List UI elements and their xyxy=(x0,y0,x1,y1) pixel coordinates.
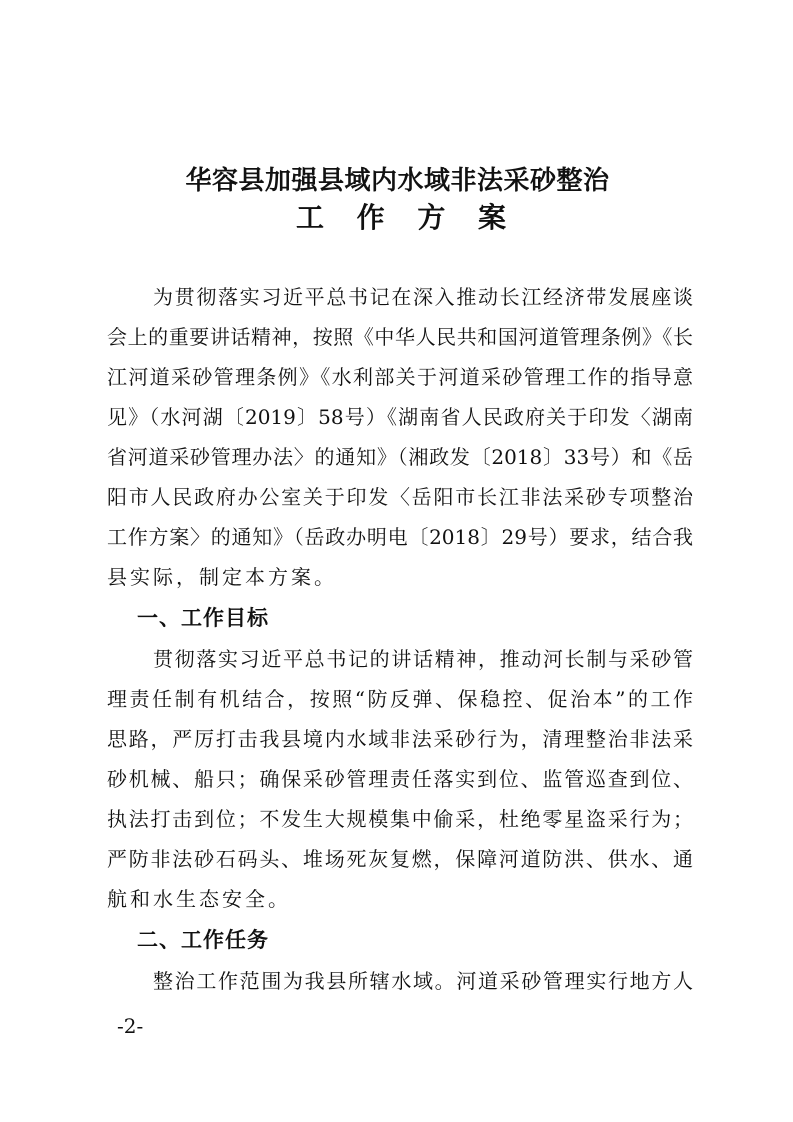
paragraph-line: 工作方案〉的通知》（岳政办明电〔2018〕29号）要求，结合我 xyxy=(107,525,693,549)
paragraph-line: 阳市人民政府办公室关于印发〈岳阳市长江非法采砂专项整治 xyxy=(107,485,693,509)
paragraph-line: 会上的重要讲话精神，按照《中华人民共和国河道管理条例》《长 xyxy=(107,325,693,349)
paragraph-line: 为贯彻落实习近平总书记在深入推动长江经济带发展座谈 xyxy=(153,285,693,309)
paragraph-line: 见》（水河湖〔2019〕58号）《湖南省人民政府关于印发〈湖南 xyxy=(107,405,693,429)
paragraph-line: 航和水生态安全。 xyxy=(107,887,291,911)
paragraph-line: 贯彻落实习近平总书记的讲话精神，推动河长制与采砂管 xyxy=(153,647,693,671)
paragraph-line: 砂机械、船只；确保采砂管理责任落实到位、监管巡查到位、 xyxy=(107,767,693,791)
document-title-line1: 华容县加强县域内水域非法采砂整治 xyxy=(185,166,610,196)
section-heading: 一、工作目标 xyxy=(137,606,269,630)
section-heading: 二、工作任务 xyxy=(137,928,269,952)
document-title-line2: 工 作 方 案 xyxy=(296,201,506,234)
page-number: -2- xyxy=(117,1014,144,1038)
paragraph-line: 严防非法砂石码头、堆场死灰复燃，保障河道防洪、供水、通 xyxy=(107,847,693,871)
paragraph-line: 整治工作范围为我县所辖水域。河道采砂管理实行地方人 xyxy=(153,969,693,993)
document-body xyxy=(107,277,693,1001)
paragraph-line: 县实际，制定本方案。 xyxy=(107,565,337,589)
paragraph-line: 思路，严厉打击我县境内水域非法采砂行为，清理整治非法采 xyxy=(107,727,693,751)
paragraph-line: 执法打击到位；不发生大规模集中偷采，杜绝零星盗采行为； xyxy=(107,807,693,831)
paragraph-line: 理责任制有机结合，按照“防反弹、保稳控、促治本”的工作 xyxy=(107,687,693,711)
paragraph-line: 省河道采砂管理办法〉的通知》（湘政发〔2018〕33号）和《岳 xyxy=(107,445,693,469)
paragraph-line: 江河道采砂管理条例》《水利部关于河道采砂管理工作的指导意 xyxy=(107,365,693,389)
